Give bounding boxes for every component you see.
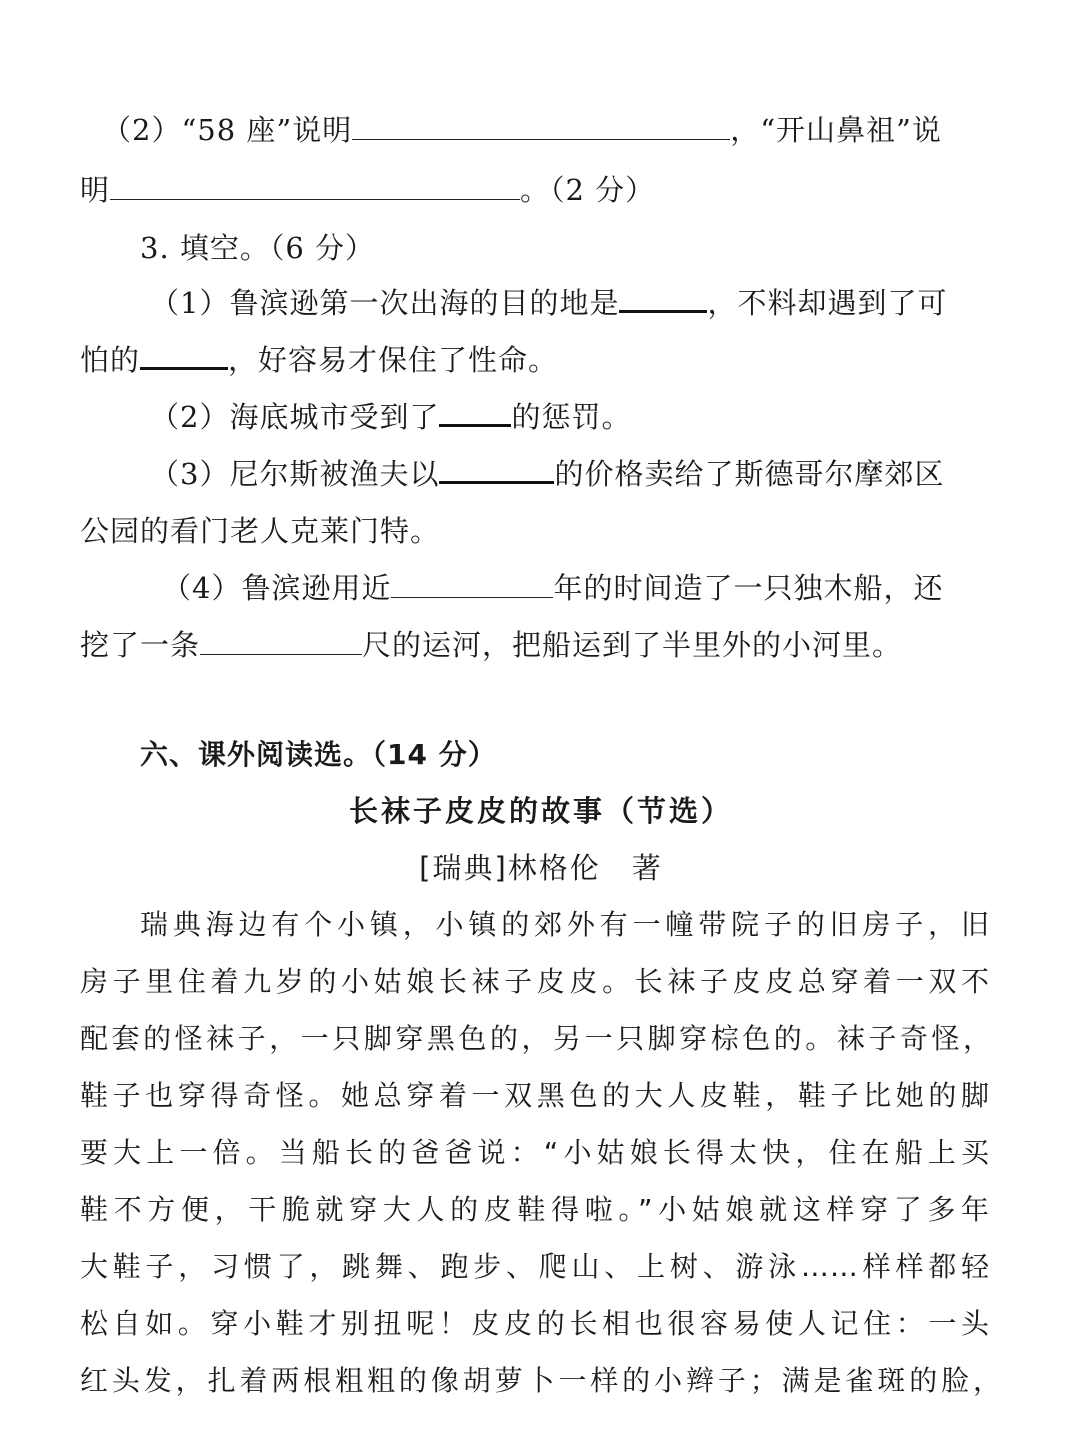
answer-blank[interactable] <box>391 593 553 598</box>
q3-item1-text-a: （1）鲁滨逊第一次出海的目的地是 <box>150 286 620 320</box>
answer-blank[interactable] <box>439 477 554 484</box>
q3-item2-text-a: （2）海底城市受到了 <box>150 400 440 434</box>
q2-text-c: 明 <box>80 173 111 207</box>
passage-line: 红头发，扎着两根粗粗的像胡萝卜一样的小辫子；满是雀斑的脸， <box>80 1364 1002 1397</box>
q3-item4-text-d: 尺的运河，把船运到了半里外的小河里。 <box>362 628 903 662</box>
passage-line: 鞋子也穿得奇怪。她总穿着一双黑色的大人皮鞋，鞋子比她的脚 <box>80 1079 990 1112</box>
q2-line-2 <box>80 170 1002 210</box>
q3-item1-line2 <box>80 340 1002 380</box>
q3-item4-text-a: （4）鲁滨逊用近 <box>162 571 392 605</box>
answer-blank[interactable] <box>439 420 511 427</box>
q3-item3-text-a: （3）尼尔斯被渔夫以 <box>150 457 440 491</box>
q3-item2 <box>150 397 1002 437</box>
q3-item2-text-b: 的惩罚。 <box>511 400 632 434</box>
q3-item3-line2: 公园的看门老人克莱门特。 <box>80 514 441 548</box>
q3-item1-text-b: ，不料却遇到了可 <box>707 286 948 320</box>
answer-blank[interactable] <box>352 135 730 140</box>
q3-item4-line1 <box>162 568 1002 608</box>
passage-line: 松自如。穿小鞋才别扭呢！皮皮的长相也很容易使人记住：一头 <box>80 1307 990 1340</box>
passage-line: 鞋不方便，干脆就穿大人的皮鞋得啦。”小姑娘就这样穿了多年 <box>80 1193 990 1226</box>
passage-title: 长袜子皮皮的故事（节选） <box>348 794 733 828</box>
q3-item1-line1 <box>150 283 1002 323</box>
q2-text-b: ，“开山鼻祖”说 <box>730 113 942 147</box>
q3-item3-text-b: 的价格卖给了斯德哥尔摩郊区 <box>554 457 945 491</box>
q2-text-a: （2）“58 座”说明 <box>102 113 353 147</box>
q2-line-1 <box>102 110 1002 150</box>
answer-blank[interactable] <box>140 363 228 370</box>
passage-line: 配套的怪袜子，一只脚穿黑色的，另一只脚穿棕色的。袜子奇怪， <box>80 1022 992 1055</box>
q2-text-d: 。（2 分） <box>520 173 656 207</box>
q3-item1-text-c: 怕的 <box>80 343 141 377</box>
q3-item3-line1 <box>150 454 1002 494</box>
passage-line: 房子里住着九岁的小姑娘长袜子皮皮。长袜子皮皮总穿着一双不 <box>80 965 990 998</box>
q3-item4-text-c: 挖了一条 <box>80 628 201 662</box>
passage-line: 瑞典海边有个小镇，小镇的郊外有一幢带院子的旧房子，旧 <box>140 908 990 941</box>
q3-item4-text-b: 年的时间造了一只独木船，还 <box>553 571 944 605</box>
answer-blank[interactable] <box>619 306 707 313</box>
q3-heading: 3. 填空。（6 分） <box>140 231 376 265</box>
passage-author: [瑞典]林格伦 著 <box>419 851 663 885</box>
q3-item1-text-d: ，好容易才保住了性命。 <box>228 343 559 377</box>
section-heading: 六、课外阅读选。（14 分） <box>140 738 497 771</box>
answer-blank[interactable] <box>110 195 520 200</box>
answer-blank[interactable] <box>200 650 362 655</box>
q3-item4-line2 <box>80 625 1002 665</box>
passage-line: 大鞋子，习惯了，跳舞、跑步、爬山、上树、游泳……样样都轻 <box>80 1250 990 1283</box>
passage-line: 要大上一倍。当船长的爸爸说：“小姑娘长得太快，住在船上买 <box>80 1136 990 1169</box>
